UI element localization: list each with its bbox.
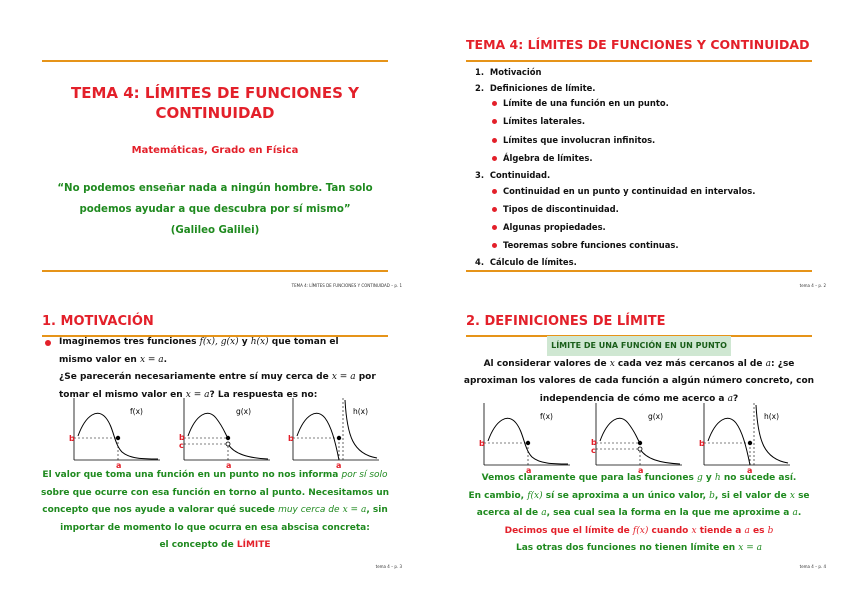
conclusion-line-4: Decimos que el límite de f(x) cuando x tiende a a es b xyxy=(504,525,774,536)
quote-line-2: podemos ayudar a que descubra por sí mismo” xyxy=(79,204,351,215)
conclusion-line-5: Las otras dos funciones no tienen límite en x = a xyxy=(515,543,763,554)
conclusion-line-3: concepto que nos ayude a valorar qué sucede muy cerca de x = a, sin xyxy=(42,505,388,516)
quote-line-1: “No podemos enseñar nada a ningún hombre. Tan solo xyxy=(57,183,373,194)
toc-item-1: 1. Motivación xyxy=(475,67,542,77)
bullet-icon xyxy=(492,207,497,212)
title-line-2: CONTINUIDAD xyxy=(155,104,275,122)
svg-text:c: c xyxy=(591,446,596,455)
definition-intro xyxy=(444,336,834,408)
slide-1-title xyxy=(42,83,388,123)
slide-4-title: 2. DEFINICIONES DE LÍMITE xyxy=(466,314,666,329)
bottom-rule xyxy=(42,270,388,272)
intro-line-3: independencia de cómo me acerco a a? xyxy=(539,393,739,404)
svg-text:a: a xyxy=(526,466,532,475)
quote-author: (Galileo Galilei) xyxy=(170,225,260,236)
intro-line-2: aproximan los valores de cada función a algún número concreto, con xyxy=(463,376,815,387)
bullet-icon xyxy=(492,189,497,194)
intro-line-3: ¿Se parecerán necesariamente entre sí muy cerca de x = a por xyxy=(59,372,376,383)
toc-sub-item: Álgebra de límites. xyxy=(492,153,593,163)
svg-text:f(x): f(x) xyxy=(130,407,143,416)
bullet-icon xyxy=(492,243,497,248)
toc-sub-item: Continuidad en un punto y continuidad en intervalos. xyxy=(492,186,755,196)
svg-text:b: b xyxy=(699,439,705,448)
svg-text:a: a xyxy=(747,466,753,475)
box-heading-line xyxy=(444,336,834,356)
conclusion xyxy=(20,467,410,555)
slide-2-title: TEMA 4: LÍMITES DE FUNCIONES Y CONTINUIDAD xyxy=(466,37,810,52)
graph-f xyxy=(474,401,574,477)
svg-text:a: a xyxy=(116,461,122,470)
graph-f xyxy=(64,396,164,472)
graph-h-svg xyxy=(694,401,794,473)
intro-line-1: Al considerar valores de x cada vez más cercanos al de a: ¿se xyxy=(483,358,795,369)
svg-text:a: a xyxy=(336,461,342,470)
graph-h-svg xyxy=(283,396,383,468)
definition-conclusion xyxy=(444,470,834,558)
quote xyxy=(30,178,400,241)
intro-paragraph xyxy=(45,334,405,404)
page-footer: tema 4 – p. 3 xyxy=(375,564,402,569)
bullet-icon xyxy=(492,156,497,161)
graph-g-svg xyxy=(586,401,686,473)
conclusion-line-4: importar de momento lo que ocurra en esa abscisa concreta: xyxy=(60,522,370,533)
top-rule xyxy=(42,60,388,62)
conclusion-line-5: el concepto de LÍMITE xyxy=(159,540,271,551)
page-footer: tema 4 – p. 4 xyxy=(799,564,826,569)
conclusion-line-1: Vemos claramente que para las funciones g y h no sucede así. xyxy=(481,473,797,483)
svg-text:h(x): h(x) xyxy=(353,407,369,416)
toc-item-2: 2. Definiciones de límite. xyxy=(475,83,596,93)
graph-f-svg xyxy=(64,396,164,468)
intro-line-1: Imaginemos tres funciones f(x), g(x) y h(x) que toman el xyxy=(45,334,405,352)
top-rule xyxy=(466,60,812,62)
svg-text:a: a xyxy=(638,466,644,475)
graph-h xyxy=(283,396,383,472)
svg-text:b: b xyxy=(179,433,185,442)
svg-text:b: b xyxy=(479,439,485,448)
page-footer: TEMA 4: LÍMITES DE FUNCIONES Y CONTINUIDAD – p. 1 xyxy=(291,283,402,288)
svg-text:b: b xyxy=(591,438,597,447)
svg-text:g(x): g(x) xyxy=(648,412,664,421)
toc-sub-item: Tipos de discontinuidad. xyxy=(492,204,619,214)
conclusion-line-1: El valor que toma una función en un punto no nos informa por sí solo xyxy=(42,470,388,480)
toc-sub-item: Algunas propiedades. xyxy=(492,222,606,232)
conclusion-line-3: acerca al de a, sea cual sea la forma en la que me aproxime a a. xyxy=(476,508,802,519)
bullet-icon xyxy=(45,340,51,346)
bullet-icon xyxy=(492,225,497,230)
box-heading: LÍMITE DE UNA FUNCIÓN EN UN PUNTO xyxy=(547,336,731,356)
page-footer: tema 4 – p. 2 xyxy=(799,283,826,288)
slide-4 xyxy=(424,300,848,599)
svg-text:g(x): g(x) xyxy=(236,407,252,416)
toc-sub-item: Límite de una función en un punto. xyxy=(492,98,669,108)
intro-line-4: tomar el mismo valor en x = a? La respuesta es no: xyxy=(59,389,318,400)
slide-2 xyxy=(424,0,848,299)
title-line-1: TEMA 4: LÍMITES DE FUNCIONES Y xyxy=(71,84,359,102)
graph-h xyxy=(694,401,794,477)
svg-text:h(x): h(x) xyxy=(764,412,780,421)
svg-text:c: c xyxy=(179,441,184,450)
svg-text:b: b xyxy=(69,434,75,443)
slide-1 xyxy=(0,0,424,299)
svg-text:f(x): f(x) xyxy=(540,412,553,421)
toc-sub-item: Límites laterales. xyxy=(492,116,585,126)
graph-f-svg xyxy=(474,401,574,473)
toc-sub-item: Teoremas sobre funciones continuas. xyxy=(492,240,679,250)
subtitle: Matemáticas, Grado en Física xyxy=(131,145,299,156)
conclusion-line-2: En cambio, f(x) sí se aproxima a un único valor, b, si el valor de x se xyxy=(468,490,810,501)
toc-sub-item: Límites que involucran infinitos. xyxy=(492,135,655,145)
slide-3 xyxy=(0,300,424,599)
graph-g-svg xyxy=(174,396,274,468)
slide-3-title: 1. MOTIVACIÓN xyxy=(42,314,154,329)
svg-text:b: b xyxy=(288,434,294,443)
bullet-icon xyxy=(492,101,497,106)
graph-g xyxy=(174,396,274,472)
toc-item-3: 3. Continuidad. xyxy=(475,170,551,180)
bottom-rule xyxy=(466,270,812,272)
bullet-icon xyxy=(492,138,497,143)
intro-line-2: mismo valor en x = a. xyxy=(59,354,168,365)
conclusion-line-2: sobre que ocurre con esa función en torno al punto. Necesitamos un xyxy=(40,487,390,498)
svg-text:a: a xyxy=(226,461,232,470)
toc-item-4: 4. Cálculo de límites. xyxy=(475,257,577,267)
graph-g xyxy=(586,401,686,477)
bullet-icon xyxy=(492,119,497,124)
